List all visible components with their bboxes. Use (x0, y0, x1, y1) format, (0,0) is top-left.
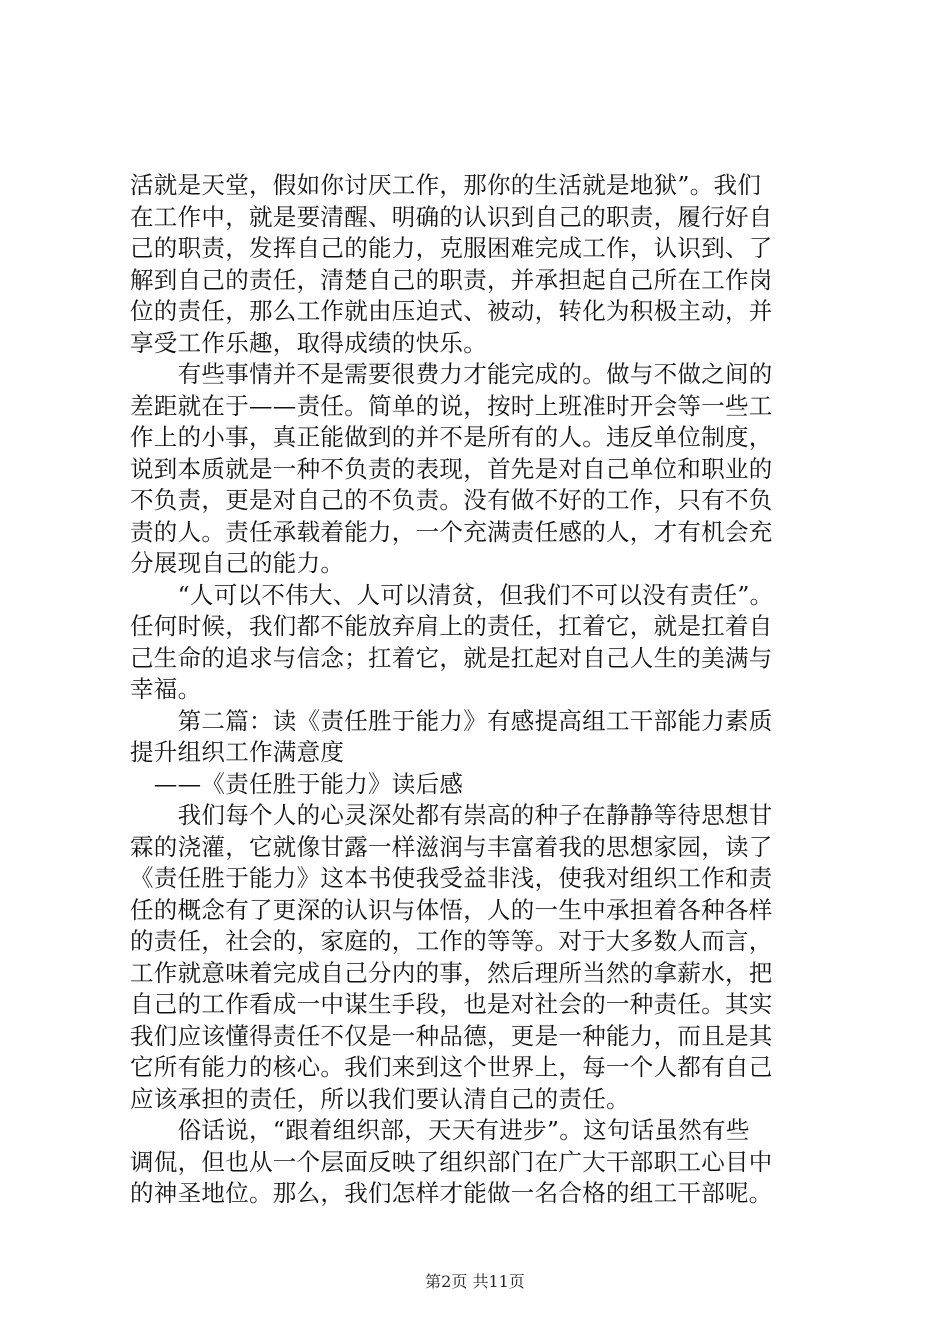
paragraph (130, 706, 830, 769)
text-line: 幸福。 (130, 675, 202, 703)
text-line: 提升组织工作满意度 (130, 738, 345, 766)
document-body (130, 170, 830, 1210)
text-line: 不负责，更是对自己的不负责。没有做不好的工作，只有不负 (130, 486, 773, 514)
paragraph (130, 170, 830, 359)
text-line: 作上的小事，真正能做到的并不是所有的人。违反单位制度， (130, 423, 773, 451)
text-line: 解到自己的责任，清楚自己的职责，并承担起自己所在工作岗 (130, 265, 773, 294)
text-line: 享受工作乐趣，取得成绩的快乐。 (130, 328, 487, 357)
text-line: 在工作中，就是要清醒、明确的认识到自己的职责，履行好自 (130, 202, 773, 231)
text-line: 调侃，但也从一个层面反映了组织部门在广大干部职工心目中 (130, 1147, 773, 1176)
text-line: 任何时候，我们都不能放弃肩上的责任，扛着它，就是扛着自 (130, 612, 773, 640)
text-line: 己生命的追求与信念；扛着它，就是扛起对自己人生的美满与 (130, 643, 773, 672)
paragraph (130, 1115, 830, 1210)
text-line: 《责任胜于能力》这本书使我受益非浅，使我对组织工作和责 (130, 864, 773, 892)
text-line: 俗话说，“跟着组织部，天天有进步”。这句话虽然有些 (130, 1116, 750, 1144)
text-line: 分展现自己的能力。 (130, 549, 345, 577)
text-line: 责的人。责任承载着能力，一个充满责任感的人，才有机会充 (130, 517, 773, 546)
text-line: 工作就意味着完成自己分内的事，然后理所当然的拿薪水，把 (130, 958, 773, 987)
paragraph (130, 800, 830, 1115)
text-line: 位的责任，那么工作就由压迫式、被动，转化为积极主动，并 (130, 297, 773, 325)
page-number-footer: 第2页 共11页 (425, 1272, 525, 1291)
text-line: 有些事情并不是需要很费力才能完成的。做与不做之间的 (130, 360, 773, 388)
text-line: 的神圣地位。那么，我们怎样才能做一名合格的组工干部呢。 (130, 1179, 773, 1207)
text-line: 应该承担的责任，所以我们要认清自己的责任。 (130, 1084, 630, 1113)
text-line: 它所有能力的核心。我们来到这个世界上，每一个人都有自己 (130, 1053, 773, 1081)
text-line: 自己的工作看成一中谋生手段，也是对社会的一种责任。其实 (130, 990, 773, 1018)
text-line: ——《责任胜于能力》读后感 (130, 769, 464, 798)
text-line: 的责任，社会的，家庭的，工作的等等。对于大多数人而言， (130, 927, 773, 955)
text-line: 第二篇：读《责任胜于能力》有感提高组工干部能力素质 (130, 706, 773, 735)
text-line: 差距就在于——责任。简单的说，按时上班准时开会等一些工 (130, 391, 773, 420)
text-line: 己的职责，发挥自己的能力，克服困难完成工作，认识到、了 (130, 234, 773, 262)
text-line: “人可以不伟大、人可以清贫，但我们不可以没有责任”。 (130, 580, 774, 609)
paragraph (130, 359, 830, 580)
text-line: 任的概念有了更深的认识与体悟，人的一生中承担着各种各样 (130, 895, 773, 924)
text-line: 我们每个人的心灵深处都有崇高的种子在静静等待思想甘 (130, 801, 773, 829)
text-line: 说到本质就是一种不负责的表现，首先是对自己单位和职业的 (130, 454, 773, 483)
paragraph (130, 580, 830, 706)
paragraph (130, 769, 830, 801)
text-line: 我们应该懂得责任不仅是一种品德，更是一种能力，而且是其 (130, 1021, 773, 1050)
text-line: 活就是天堂，假如你讨厌工作，那你的生活就是地狱”。我们 (130, 171, 762, 199)
text-line: 霖的浇灌，它就像甘露一样滋润与丰富着我的思想家园，读了 (130, 832, 773, 861)
